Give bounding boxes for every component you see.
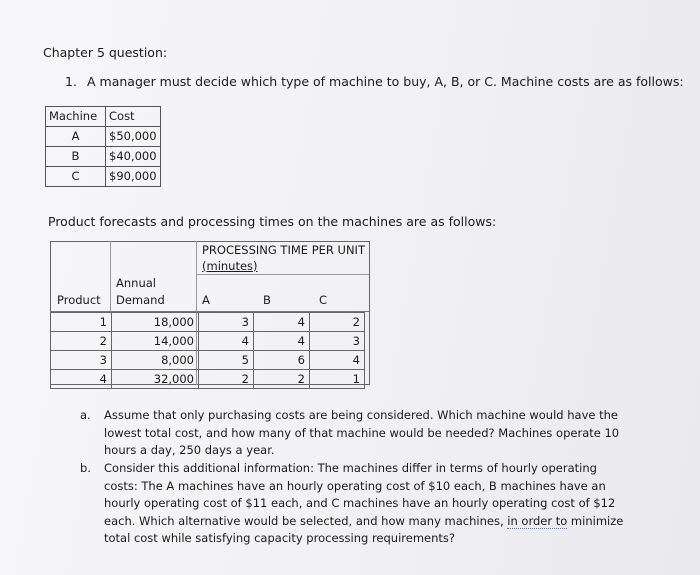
annual-label: Annual [116, 276, 156, 290]
machine-cell: A [46, 127, 106, 147]
demand-cell: 18,000 [112, 313, 199, 332]
part-a-text: Assume that only purchasing costs are being considered. Which machine would have the lowest total cost, and how many of that machine would be needed? Machines operate 10 hours a day, 250 days a year. [104, 408, 620, 457]
forecast-intro: Product forecasts and processing times on the machines are as follows: [48, 214, 497, 229]
question-number: 1. [65, 74, 77, 89]
table-row [46, 147, 161, 167]
part-b-label: b. [80, 461, 91, 475]
table-row [51, 332, 365, 351]
machine-cell: B [46, 147, 106, 167]
time-c-cell: 3 [310, 332, 365, 351]
time-a-cell: 4 [199, 332, 254, 351]
demand-cell: 14,000 [112, 332, 199, 351]
demand-label: Demand [116, 293, 165, 307]
time-c-cell: 1 [310, 370, 365, 389]
demand-cell: 32,000 [112, 370, 199, 389]
part-a [80, 407, 640, 461]
question-text: A manager must decide which type of machine to buy, A, B, or C. Machine costs are as follows: [87, 74, 684, 89]
product-label: Product [57, 293, 101, 307]
time-c-cell: 2 [310, 313, 365, 332]
cost-cell: $90,000 [106, 167, 161, 187]
product-cell: 3 [51, 351, 112, 370]
chapter-title: Chapter 5 question: [43, 45, 168, 60]
product-cell: 4 [51, 370, 112, 389]
machine-cell: C [46, 167, 106, 187]
part-a-label: a. [80, 408, 91, 422]
cost-cell: $50,000 [106, 127, 161, 147]
product-cell: 1 [51, 313, 112, 332]
processing-data-grid [50, 312, 365, 389]
demand-cell: 8,000 [112, 351, 199, 370]
time-a-cell: 2 [199, 370, 254, 389]
col-header-b: B [263, 293, 271, 307]
time-a-cell: 3 [199, 313, 254, 332]
table-row [46, 167, 161, 187]
in-order-to-phrase[interactable]: in order to [507, 513, 568, 528]
machine-cost-table [45, 106, 161, 187]
table-row [51, 370, 365, 389]
cost-cell: $40,000 [106, 147, 161, 167]
part-b-text-2: minimize total cost while satisfying capacity processing requirements? [104, 513, 624, 545]
time-b-cell: 4 [254, 332, 310, 351]
part-b-text [104, 460, 624, 548]
time-a-cell: 5 [199, 351, 254, 370]
time-b-cell: 4 [254, 313, 310, 332]
part-b [80, 460, 640, 550]
col-header-c: C [319, 293, 328, 307]
time-b-cell: 2 [254, 370, 310, 389]
col-header-a: A [202, 293, 210, 307]
group-header-line1: PROCESSING TIME PER UNIT [202, 243, 365, 257]
table-row [51, 351, 365, 370]
table-row [51, 313, 365, 332]
time-b-cell: 6 [254, 351, 310, 370]
group-header-line2: (minutes) [202, 259, 258, 273]
header-machine: Machine [46, 107, 106, 127]
cost-table-header-row [46, 107, 161, 127]
time-c-cell: 4 [310, 351, 365, 370]
product-cell: 2 [51, 332, 112, 351]
part-b-text-1: Consider this additional information: The machines differ in terms of hourly operating costs: The A machines have an hourly operating cost of $10 each, B machines have an hourly operating cost of $11 each, and C machines have an hourly operating cost of $12 each. Which alternative would be selected, and how many machines, [104, 461, 616, 528]
table-row [46, 127, 161, 147]
header-cost: Cost [106, 107, 161, 127]
